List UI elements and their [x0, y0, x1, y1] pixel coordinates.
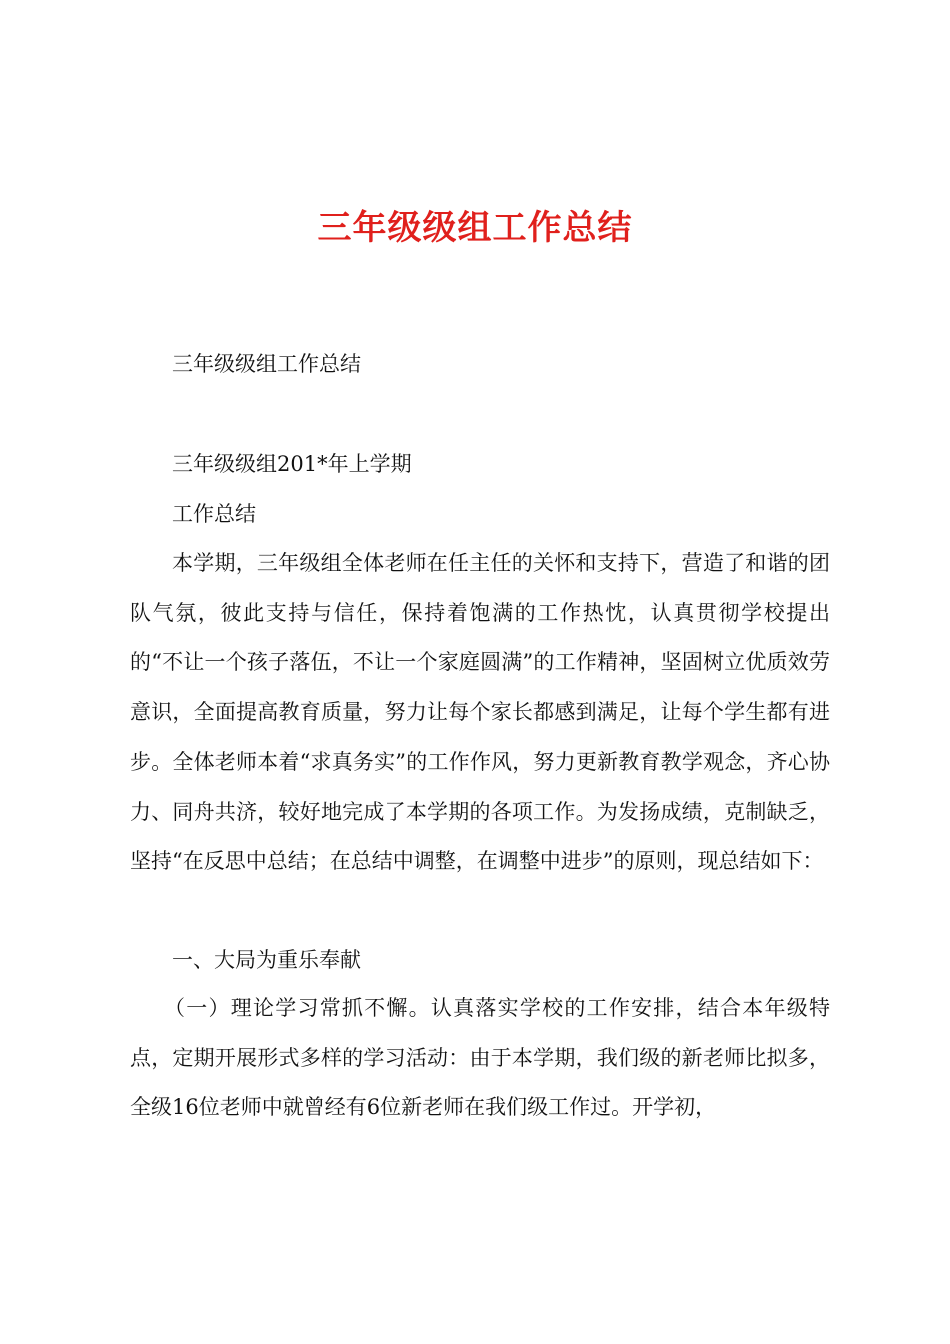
document-heading: 三年级级组工作总结 — [172, 352, 361, 376]
document-title: 三年级级组工作总结 — [317, 208, 633, 248]
summary-label: 工作总结 — [172, 502, 256, 526]
period-line: 三年级级组201*年上学期 — [172, 452, 412, 476]
section-1-heading: 一、大局为重乐奉献 — [172, 948, 361, 972]
section-1-paragraph: （一）理论学习常抓不懈。认真落实学校的工作安排，结合本年级特点，定期开展形式多样的学习活动：由于本学期，我们级的新老师比拟多，全级16位老师中就曾经有6位新老师在我们级工作过。开学初， — [130, 996, 830, 1119]
intro-paragraph: 本学期，三年级组全体老师在任主任的关怀和支持下，营造了和谐的团队气氛，彼此支持与信任，保持着饱满的工作热忱，认真贯彻学校提出的“不让一个孩子落伍，不让一个家庭圆满”的工作精神，坚固树立优质效劳意识，全面提高教育质量，努力让每个家长都感到满足，让每个学生都有进步。全体老师本着“求真务实”的工作作风，努力更新教育教学观念，齐心协力、同舟共济，较好地完成了本学期的各项工作。为发扬成绩，克制缺乏，坚持“在反思中总结；在总结中调整，在调整中进步”的原则，现总结如下： — [130, 551, 830, 874]
